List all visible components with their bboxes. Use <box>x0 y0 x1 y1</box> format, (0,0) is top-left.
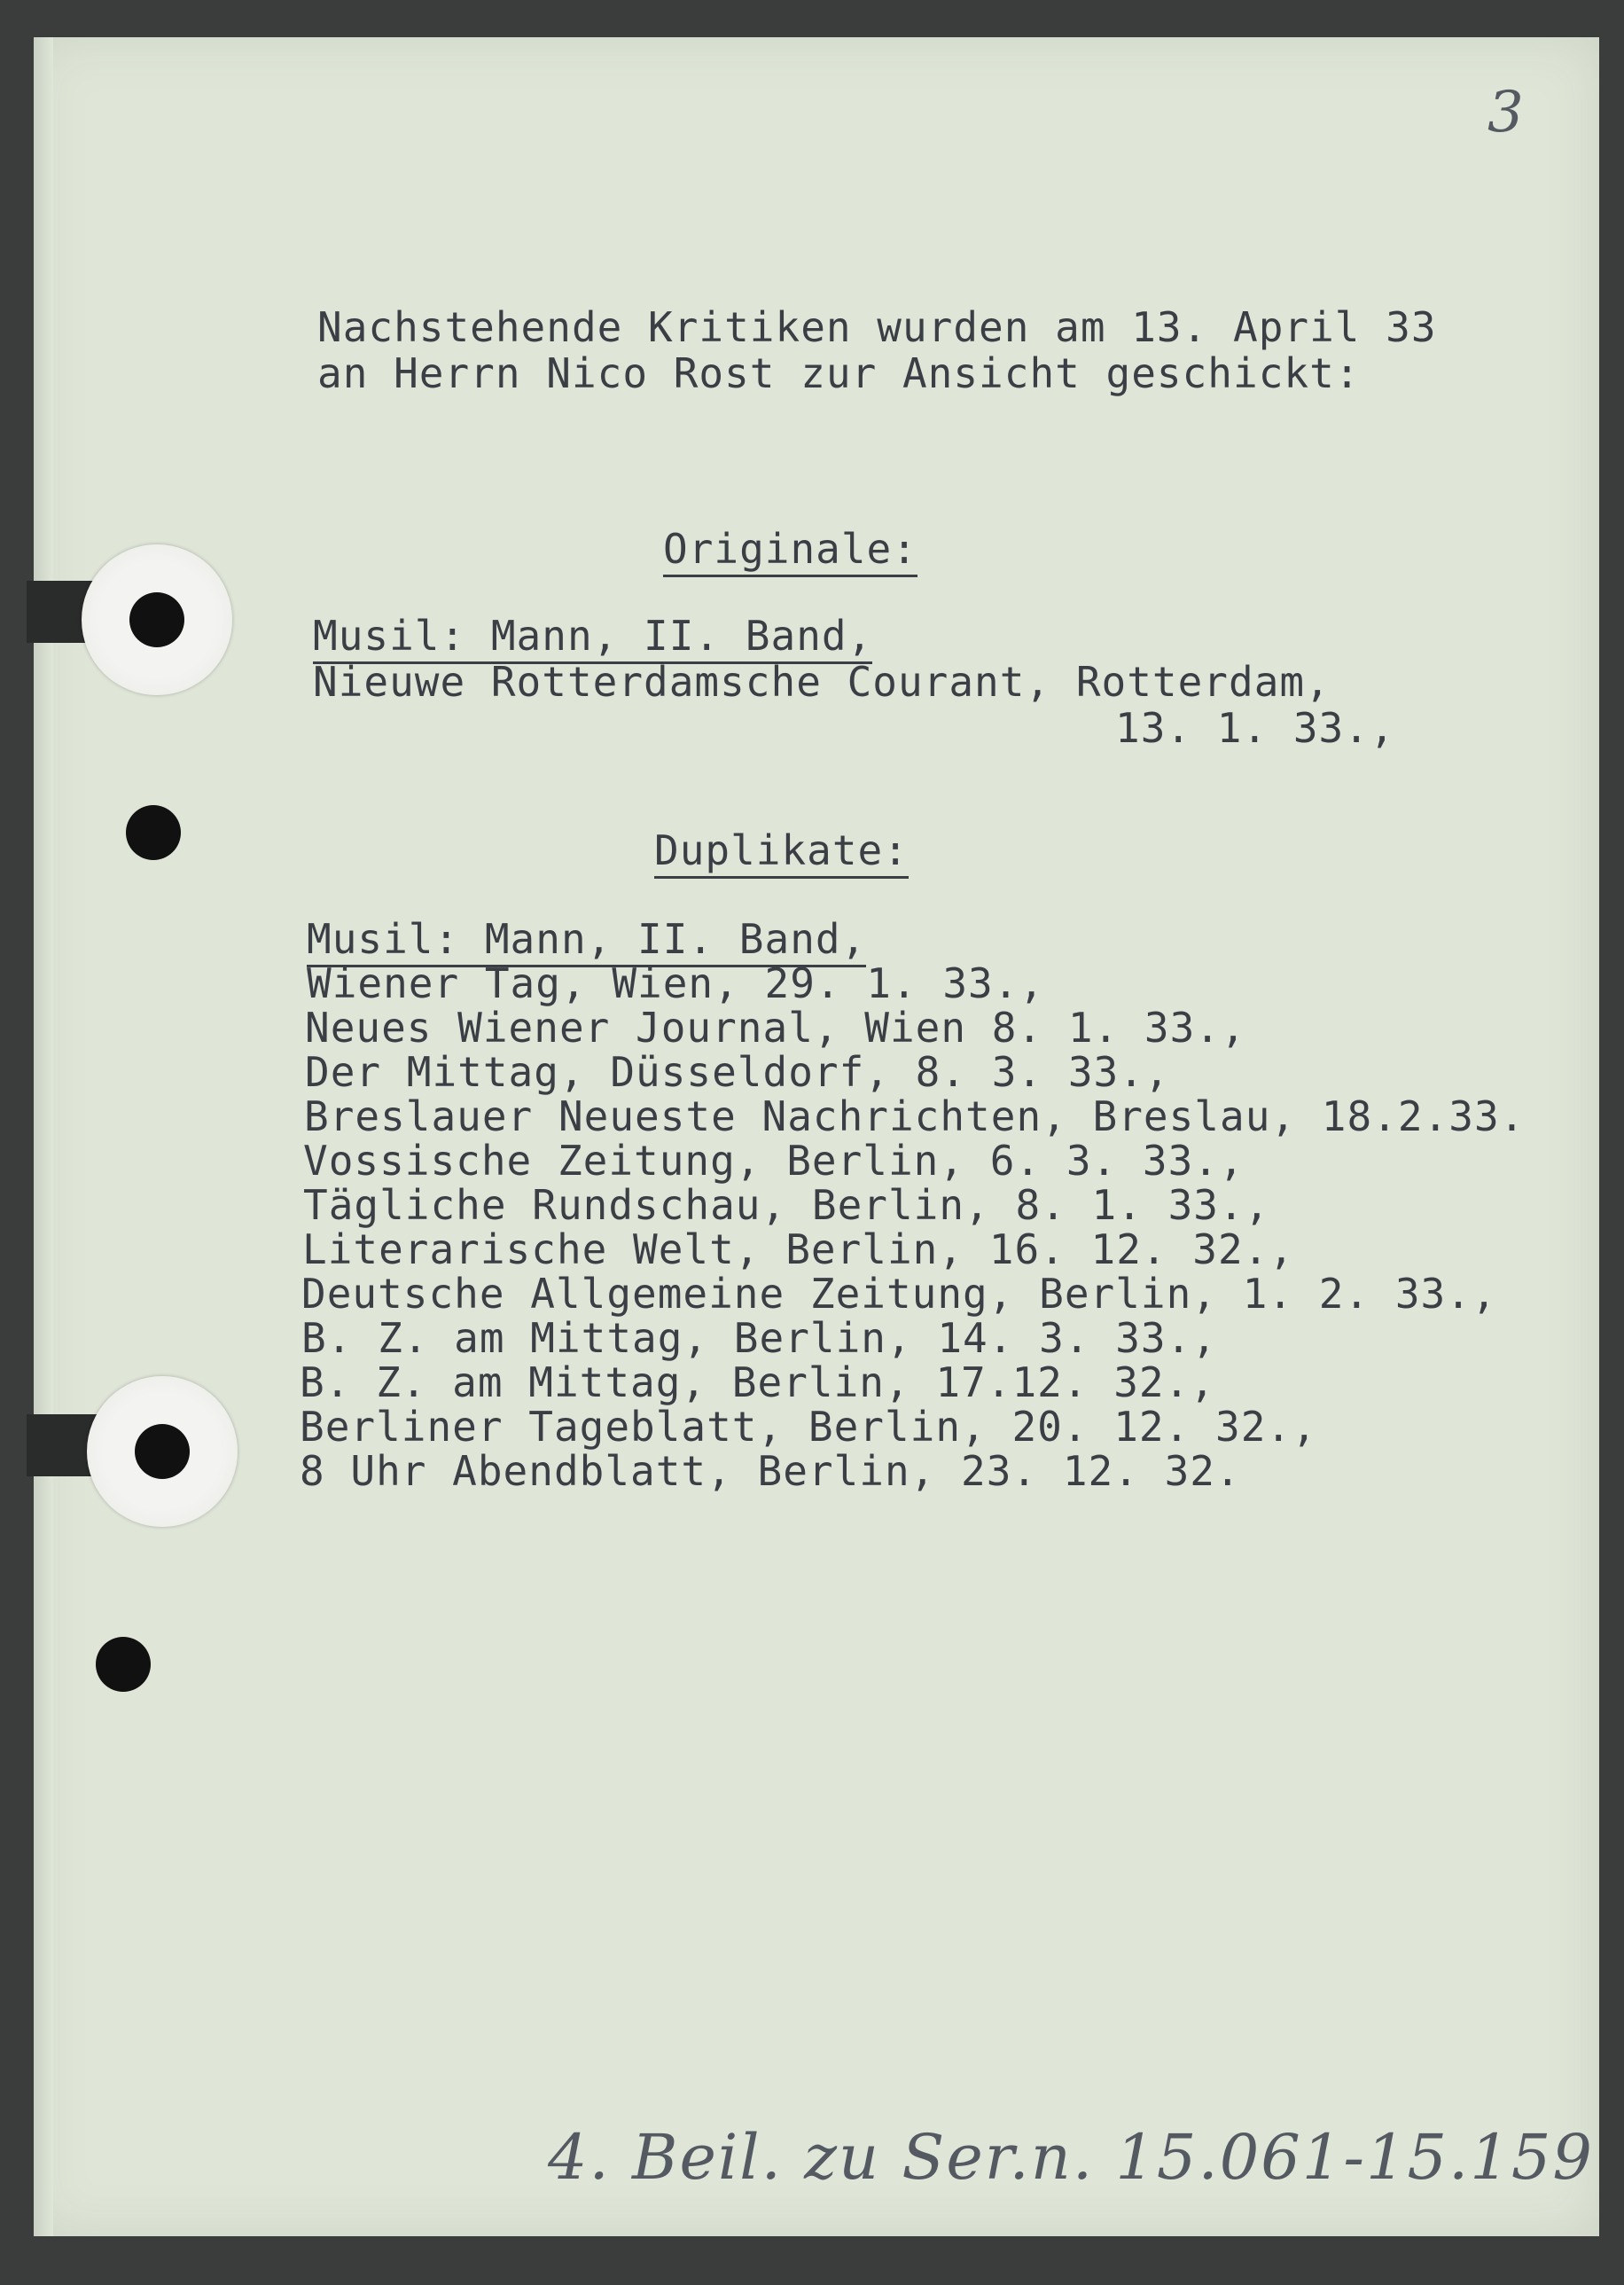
originals-entry-line-1: Nieuwe Rotterdamsche Courant, Rotterdam, <box>313 658 1331 706</box>
punch-hole <box>129 592 184 647</box>
duplicate-entry: B. Z. am Mittag, Berlin, 17.12. 32., <box>300 1358 1215 1406</box>
duplicate-entry: Tägliche Rundschau, Berlin, 8. 1. 33., <box>303 1181 1270 1229</box>
duplicate-entry: Vossische Zeitung, Berlin, 6. 3. 33., <box>303 1137 1245 1185</box>
reinforced-punch-hole <box>87 1376 238 1527</box>
duplicate-entry: Wiener Tag, Wien, 29. 1. 33., <box>307 959 1045 1007</box>
intro-line-2: an Herrn Nico Rost zur Ansicht geschickt: <box>317 349 1361 397</box>
originals-heading: Originale: <box>663 525 917 577</box>
intro-line-1: Nachstehende Kritiken wurden am 13. April 33 <box>317 303 1437 351</box>
punch-hole <box>96 1637 151 1692</box>
duplicate-entry: B. Z. am Mittag, Berlin, 14. 3. 33., <box>301 1314 1217 1362</box>
duplicate-entry: Literarische Welt, Berlin, 16. 12. 32., <box>302 1225 1295 1273</box>
duplicate-entry: Berliner Tageblatt, Berlin, 20. 12. 32., <box>300 1403 1317 1451</box>
page-number: 3 <box>1487 80 1524 145</box>
duplicate-entry: Neues Wiener Journal, Wien 8. 1. 33., <box>305 1004 1246 1052</box>
originals-entry-line-2: 13. 1. 33., <box>1115 704 1395 752</box>
duplicates-title: Musil: Mann, II. Band, <box>307 915 866 967</box>
paper-edge <box>34 37 53 2236</box>
originals-title: Musil: Mann, II. Band, <box>313 612 872 664</box>
punch-hole <box>135 1424 190 1479</box>
document-page <box>34 37 1599 2236</box>
punch-hole <box>126 805 181 860</box>
handwritten-note: 4. Beil. zu Ser.n. 15.061-15.159 <box>548 2121 1594 2194</box>
duplicate-entry: Deutsche Allgemeine Zeitung, Berlin, 1. 2. 33., <box>301 1270 1497 1318</box>
duplicate-entry: Der Mittag, Düsseldorf, 8. 3. 33., <box>305 1048 1170 1096</box>
duplicates-heading: Duplikate: <box>654 826 909 879</box>
duplicate-entry: Breslauer Neueste Nachrichten, Breslau, 18.2.33. <box>304 1092 1526 1140</box>
duplicate-entry: 8 Uhr Abendblatt, Berlin, 23. 12. 32. <box>300 1447 1241 1495</box>
reinforced-punch-hole <box>82 544 232 695</box>
